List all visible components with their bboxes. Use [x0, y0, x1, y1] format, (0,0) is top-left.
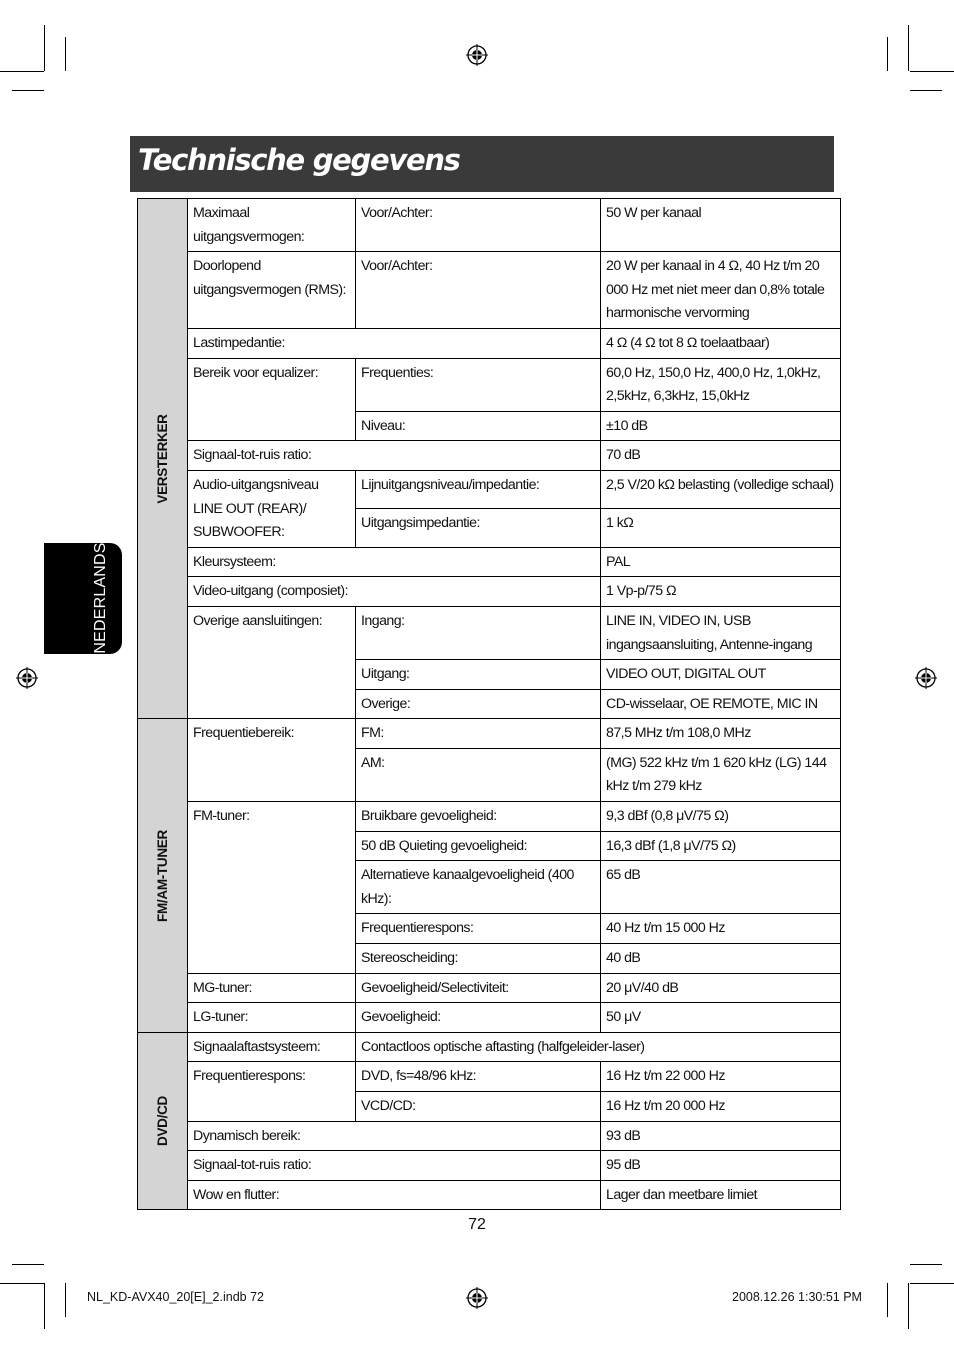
- crop-mark: [44, 25, 45, 71]
- table-cell: Wow en flutter:: [188, 1180, 601, 1210]
- table-cell: (MG) 522 kHz t/m 1 620 kHz (LG) 144 kHz t/m 279 kHz: [601, 748, 841, 801]
- table-cell: 1 kΩ: [601, 509, 841, 547]
- footer-file-info: NL_KD-AVX40_20[E]_2.indb 72: [87, 1290, 264, 1304]
- table-row: [138, 1151, 841, 1181]
- table-row: [138, 358, 841, 411]
- table-row: [138, 252, 841, 329]
- table-cell: 50 dB Quieting gevoeligheid:: [356, 831, 601, 861]
- registration-mark-icon: [466, 1287, 488, 1309]
- crop-mark: [0, 1283, 44, 1284]
- table-row: [138, 441, 841, 471]
- table-cell: FM-tuner:: [188, 802, 356, 974]
- table-row: [138, 719, 841, 749]
- section-cell: [138, 199, 188, 719]
- table-row: [138, 577, 841, 607]
- table-cell: Maximaal uitgangsvermogen:: [188, 199, 356, 252]
- table-cell: Stereoscheiding:: [356, 944, 601, 974]
- crop-mark: [12, 90, 44, 91]
- table-row: [138, 1032, 841, 1062]
- language-tab-label: NEDERLANDS: [92, 542, 109, 654]
- table-cell: Kleursysteem:: [188, 547, 601, 577]
- table-cell: CD-wisselaar, OE REMOTE, MIC IN: [601, 689, 841, 719]
- table-cell: Gevoeligheid:: [356, 1003, 601, 1033]
- table-cell: 95 dB: [601, 1151, 841, 1181]
- table-cell: 20 μV/40 dB: [601, 973, 841, 1003]
- table-cell: 50 W per kanaal: [601, 199, 841, 252]
- crop-mark: [910, 1283, 954, 1284]
- table-cell: 93 dB: [601, 1121, 841, 1151]
- table-row: [138, 328, 841, 358]
- table-cell: Frequenties:: [356, 358, 601, 411]
- table-cell: Lastimpedantie:: [188, 328, 601, 358]
- table-row: [138, 470, 841, 508]
- table-row: [138, 973, 841, 1003]
- crop-mark: [908, 25, 909, 71]
- table-cell: Ingang:: [356, 606, 601, 659]
- table-cell: 50 μV: [601, 1003, 841, 1033]
- table-cell: 70 dB: [601, 441, 841, 471]
- table-row: [138, 802, 841, 832]
- table-cell: Voor/Achter:: [356, 199, 601, 252]
- table-cell: Uitgangsimpedantie:: [356, 509, 601, 547]
- crop-mark: [65, 1283, 66, 1317]
- section-cell: [138, 1032, 188, 1210]
- table-cell: Signaal-tot-ruis ratio:: [188, 1151, 601, 1181]
- table-cell: ±10 dB: [601, 411, 841, 441]
- table-cell: 16,3 dBf (1,8 μV/75 Ω): [601, 831, 841, 861]
- table-cell: Signaalaftastsysteem:: [188, 1032, 356, 1062]
- table-cell: 20 W per kanaal in 4 Ω, 40 Hz t/m 20 000 Hz met niet meer dan 0,8% totale harmonische vervorming: [601, 252, 841, 329]
- table-cell: 4 Ω (4 Ω tot 8 Ω toelaatbaar): [601, 328, 841, 358]
- table-cell: Frequentiebereik:: [188, 719, 356, 802]
- table-cell: Uitgang:: [356, 660, 601, 690]
- registration-mark-icon: [16, 667, 38, 689]
- table-row: [138, 1062, 841, 1092]
- crop-mark: [65, 37, 66, 71]
- table-cell: Bereik voor equalizer:: [188, 358, 356, 441]
- table-cell: MG-tuner:: [188, 973, 356, 1003]
- table-cell: Audio-uitgangsniveau LINE OUT (REAR)/ SUBWOOFER:: [188, 470, 356, 547]
- section-label: DVD/CD: [154, 1096, 170, 1147]
- table-cell: 1 Vp-p/75 Ω: [601, 577, 841, 607]
- table-cell: Lijnuitgangsniveau/impedantie:: [356, 470, 601, 508]
- table-cell: Lager dan meetbare limiet: [601, 1180, 841, 1210]
- table-cell: 60,0 Hz, 150,0 Hz, 400,0 Hz, 1,0kHz, 2,5kHz, 6,3kHz, 15,0kHz: [601, 358, 841, 411]
- page-number: 72: [468, 1216, 486, 1233]
- table-row: [138, 606, 841, 659]
- table-cell: Niveau:: [356, 411, 601, 441]
- section-cell: [138, 719, 188, 1033]
- crop-mark: [44, 1283, 45, 1329]
- section-label: VERSTERKER: [154, 414, 170, 504]
- crop-mark: [887, 37, 888, 71]
- table-row: [138, 199, 841, 252]
- table-cell: Overige aansluitingen:: [188, 606, 356, 718]
- table-row: [138, 1121, 841, 1151]
- title-bar: [130, 136, 834, 192]
- table-cell: Dynamisch bereik:: [188, 1121, 601, 1151]
- table-cell: FM:: [356, 719, 601, 749]
- registration-mark-icon: [915, 667, 937, 689]
- section-label: FM/AM-TUNER: [154, 829, 170, 922]
- table-cell: VCD/CD:: [356, 1092, 601, 1122]
- table-cell: 40 dB: [601, 944, 841, 974]
- crop-mark: [910, 71, 954, 72]
- table-cell: 9,3 dBf (0,8 μV/75 Ω): [601, 802, 841, 832]
- table-cell: Signaal-tot-ruis ratio:: [188, 441, 601, 471]
- crop-mark: [910, 90, 942, 91]
- table-cell: Gevoeligheid/Selectiviteit:: [356, 973, 601, 1003]
- page-title: Technische gegevens: [138, 143, 460, 177]
- footer-timestamp: 2008.12.26 1:30:51 PM: [732, 1290, 862, 1304]
- registration-mark-icon: [466, 44, 488, 66]
- table-cell: Bruikbare gevoeligheid:: [356, 802, 601, 832]
- table-cell: DVD, fs=48/96 kHz:: [356, 1062, 601, 1092]
- table-cell: Contactloos optische aftasting (halfgeleider-laser): [356, 1032, 841, 1062]
- crop-mark: [910, 1264, 942, 1265]
- table-row: [138, 547, 841, 577]
- table-cell: LG-tuner:: [188, 1003, 356, 1033]
- table-cell: AM:: [356, 748, 601, 801]
- table-cell: Voor/Achter:: [356, 252, 601, 329]
- table-cell: 40 Hz t/m 15 000 Hz: [601, 914, 841, 944]
- table-cell: VIDEO OUT, DIGITAL OUT: [601, 660, 841, 690]
- table-cell: 87,5 MHz t/m 108,0 MHz: [601, 719, 841, 749]
- crop-mark: [908, 1283, 909, 1329]
- table-cell: Overige:: [356, 689, 601, 719]
- crop-mark: [12, 1264, 44, 1265]
- crop-mark: [887, 1283, 888, 1317]
- table-cell: 65 dB: [601, 861, 841, 914]
- table-row: [138, 1003, 841, 1033]
- table-row: [138, 1180, 841, 1210]
- table-cell: 2,5 V/20 kΩ belasting (volledige schaal): [601, 470, 841, 508]
- table-cell: Frequentierespons:: [188, 1062, 356, 1121]
- table-cell: Alternatieve kanaalgevoeligheid (400 kHz):: [356, 861, 601, 914]
- table-cell: Video-uitgang (composiet):: [188, 577, 601, 607]
- table-cell: Frequentierespons:: [356, 914, 601, 944]
- table-cell: 16 Hz t/m 20 000 Hz: [601, 1092, 841, 1122]
- table-cell: 16 Hz t/m 22 000 Hz: [601, 1062, 841, 1092]
- table-cell: Doorlopend uitgangsvermogen (RMS):: [188, 252, 356, 329]
- spec-table: [137, 198, 841, 1210]
- language-tab: [44, 543, 122, 654]
- table-cell: LINE IN, VIDEO IN, USB ingangsaansluiting, Antenne-ingang: [601, 606, 841, 659]
- crop-mark: [0, 71, 44, 72]
- table-cell: PAL: [601, 547, 841, 577]
